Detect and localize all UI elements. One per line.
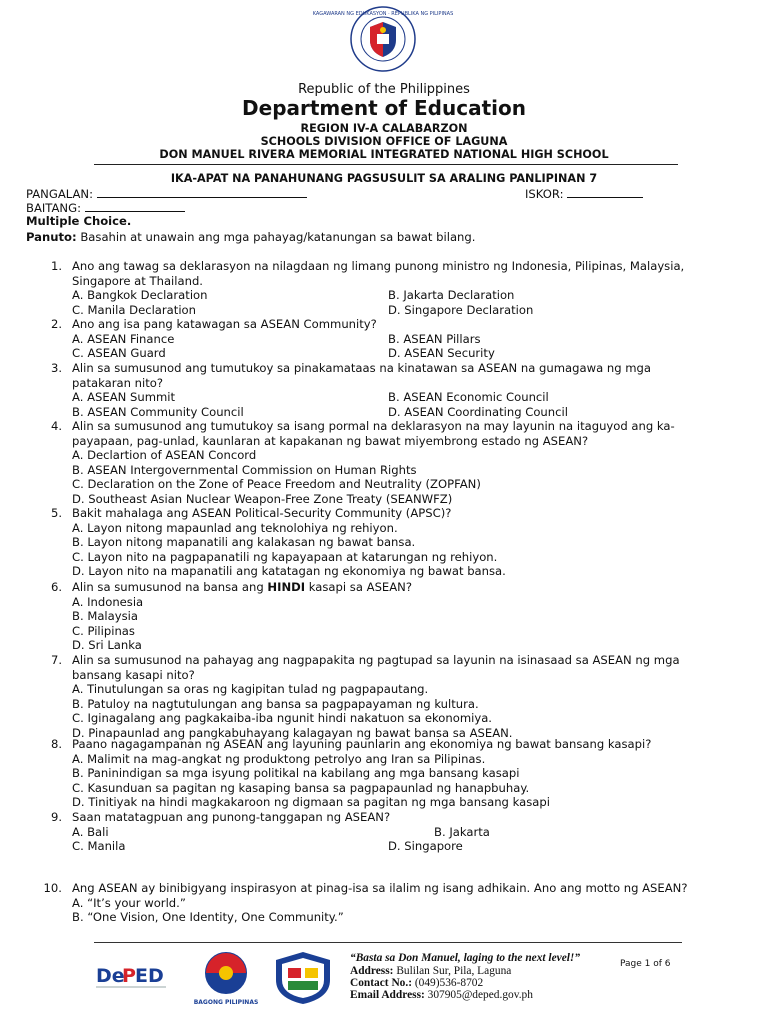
question-number: 8. [50,737,62,751]
choice-c: C. Manila [72,839,126,854]
choice-c: C. Pilipinas [72,623,135,638]
choice-b: B. Jakarta Declaration [388,288,515,303]
choice-b: B. Malaysia [72,609,138,624]
address-label: Address: [350,965,394,977]
choice-d: D. ASEAN Coordinating Council [388,404,568,419]
choice-a: A. Indonesia [72,594,144,609]
question-text: Ano ang tawag sa deklarasyon na nilagdaan ng limang punong ministro ng Indonesia, Pilipinas, Malaysia, [72,259,685,273]
choice-d: D. Singapore [388,839,463,854]
emphasis-text: HINDI [267,580,306,594]
name-line [26,186,307,201]
contact-value: (049)536-8702 [412,977,484,989]
footer-contact [350,952,770,1001]
svg-text:ED: ED [135,965,164,987]
section-title: Multiple Choice. [26,214,132,228]
bagong-label: BAGONG PILIPINAS [193,999,259,1006]
deped-seal-icon [312,6,454,72]
choice-b: B. Patuloy na nagtutulungan ang bansa sa pagpapayaman ng kultura. [72,696,479,711]
question-number: 4. [50,419,62,433]
choice-b: B. ASEAN Economic Council [388,390,549,405]
score-field[interactable] [567,186,643,198]
choice-d: D. Tinitiyak na hindi magkakaroon ng digmaan sa pagitan ng mga bansang kasapi [72,795,550,810]
deped-logo [96,962,168,990]
school-shield-icon [272,950,334,1006]
header-divider [94,164,678,165]
question-text [72,580,412,594]
region-heading: REGION IV-A CALABARZON [300,122,468,135]
choice-b: B. Jakarta [434,824,490,839]
bagong-pilipinas-icon [186,950,266,996]
grade-field[interactable] [85,200,185,212]
email-value: 307905@deped.gov.ph [424,989,533,1001]
choice-c: C. Layon nito na pagpapanatili ng kapayapaan at katarungan ng rehiyon. [72,549,498,564]
choice-d: D. Southeast Asian Nuclear Weapon-Free Zone Treaty (SEANWFZ) [72,492,453,506]
question-text: Alin sa sumusunod ang tumutukoy sa isang pormal na deklarasyon na may layunin na itaguyod ang ka- [72,419,675,433]
contact-label: Contact No.: [350,977,413,989]
bagong-pilipinas-logo [186,950,266,1006]
question-number: 10. [43,881,62,895]
question-text: Ano ang isa pang katawagan sa ASEAN Community? [72,317,377,331]
choice-c: C. Declaration on the Zone of Peace Freedom and Neutrality (ZOPFAN) [72,477,481,492]
question-number: 6. [50,580,62,594]
email-label: Email Address: [350,989,425,1001]
directions [26,230,475,244]
choice-a: A. Declartion of ASEAN Concord [72,448,257,463]
choice-b: B. ASEAN Intergovernmental Commission on Human Rights [72,462,417,477]
score-label: ISKOR: [525,187,564,201]
choice-d: D. Sri Lanka [72,638,142,653]
exam-title: IKA-APAT NA PANAHUNANG PAGSUSULIT SA ARALING PANLIPINAN 7 [170,172,598,185]
question-text: Saan matatagpuan ang punong-tanggapan ng ASEAN? [72,810,391,824]
question-text-part: kasapi sa ASEAN? [305,580,413,594]
deped-logo-icon [96,962,168,990]
school-logo [272,950,334,1006]
choice-a: A. Bangkok Declaration [72,288,208,303]
school-motto: “Basta sa Don Manuel, laging to the next level!” [350,952,581,964]
svg-text:P: P [122,965,136,987]
svg-text:De: De [96,965,125,987]
name-label: PANGALAN: [26,187,94,201]
question-text-continued: Singapore at Thailand. [72,273,203,288]
question-text: Alin sa sumusunod na pahayag ang nagpapakita ng pagtupad sa layunin na isinasaad sa ASEAN ng mga [72,653,680,667]
choice-d: D. Singapore Declaration [388,302,534,317]
republic-heading: Republic of the Philippines [298,82,470,97]
seal-text: KAGAWARAN NG EDUKASYON · REPUBLIKA NG PILIPINAS [312,11,454,17]
question-text: Ang ASEAN ay binibigyang inspirasyon at pinag-isa sa ilalim ng isang adhikain. Ano ang motto ng ASEAN? [72,881,688,895]
school-heading: DON MANUEL RIVERA MEMORIAL INTEGRATED NATIONAL HIGH SCHOOL [159,148,609,161]
grade-label: BAITANG: [26,201,81,215]
directions-label: Panuto: [26,230,77,244]
choice-b: B. “One Vision, One Identity, One Community.” [72,910,344,925]
directions-text: Basahin at unawain ang mga pahayag/katanungan sa bawat bilang. [76,230,476,244]
question-text: Alin sa sumusunod ang tumutukoy sa pinakamataas na kinatawan sa ASEAN na gumagawa ng mga [72,361,652,375]
question-text-continued: payapaan, pag-unlad, kaunlaran at kapakanan ng bawat miyembrong estado ng ASEAN? [72,433,589,448]
grade-line [26,200,185,215]
question-text: Paano nagagampanan ng ASEAN ang layuning paunlarin ang ekonomiya ng bawat bansang kasapi? [72,737,652,751]
choice-a: A. Tinutulungan sa oras ng kagipitan tulad ng pagpapautang. [72,682,429,697]
division-heading: SCHOOLS DIVISION OFFICE OF LAGUNA [260,135,508,148]
choice-c: B. ASEAN Community Council [72,404,244,419]
choice-a: A. “It’s your world.” [72,895,186,910]
choice-b: B. Layon nitong mapanatili ang kalakasan ng bawat bansa. [72,535,416,550]
choice-a: A. ASEAN Finance [72,331,175,346]
choice-d: D. ASEAN Security [388,346,495,361]
choice-a: A. Layon nitong mapaunlad ang teknolohiya ng rehiyon. [72,520,398,535]
choice-c: C. ASEAN Guard [72,346,166,361]
question-number: 7. [50,653,62,667]
choice-c: C. Kasunduan sa pagitan ng kasaping bansa sa pagpapaunlad ng hanapbuhay. [72,780,530,795]
question-number: 3. [50,361,62,375]
choice-a: A. ASEAN Summit [72,390,176,405]
choice-c: C. Iginagalang ang pagkakaiba-iba ngunit hindi nakatuon sa ekonomiya. [72,711,492,726]
question-number: 5. [50,506,62,520]
question-number: 1. [50,259,62,273]
address-value: Bulilan Sur, Pila, Laguna [393,965,512,977]
question-text-continued: patakaran nito? [72,375,163,390]
choice-b: B. Paninindigan sa mga isyung politikal na kabilang ang mga bansang kasapi [72,766,520,781]
footer-divider [94,942,682,943]
question-text-continued: bansang kasapi nito? [72,667,195,682]
score-line [525,186,643,201]
choice-d: D. Pinapaunlad ang pangkabuhayang kalagayan ng bawat bansa sa ASEAN. [72,726,513,740]
choice-a: A. Malimit na mag-angkat ng produktong petrolyo ang Iran sa Pilipinas. [72,751,486,766]
question-number: 9. [50,810,62,824]
question-number: 2. [50,317,62,331]
choice-a: A. Bali [72,824,109,839]
choice-b: B. ASEAN Pillars [388,331,481,346]
choice-d: D. Layon nito na mapanatili ang katatagan ng ekonomiya ng bawat bansa. [72,564,506,579]
page-number: Page 1 of 6 [620,959,671,969]
name-field[interactable] [97,186,307,198]
question-text-part: Alin sa sumusunod na bansa ang [72,580,268,594]
question-text: Bakit mahalaga ang ASEAN Political-Security Community (APSC)? [72,506,452,520]
choice-c: C. Manila Declaration [72,302,196,317]
department-heading: Department of Education [242,96,526,120]
